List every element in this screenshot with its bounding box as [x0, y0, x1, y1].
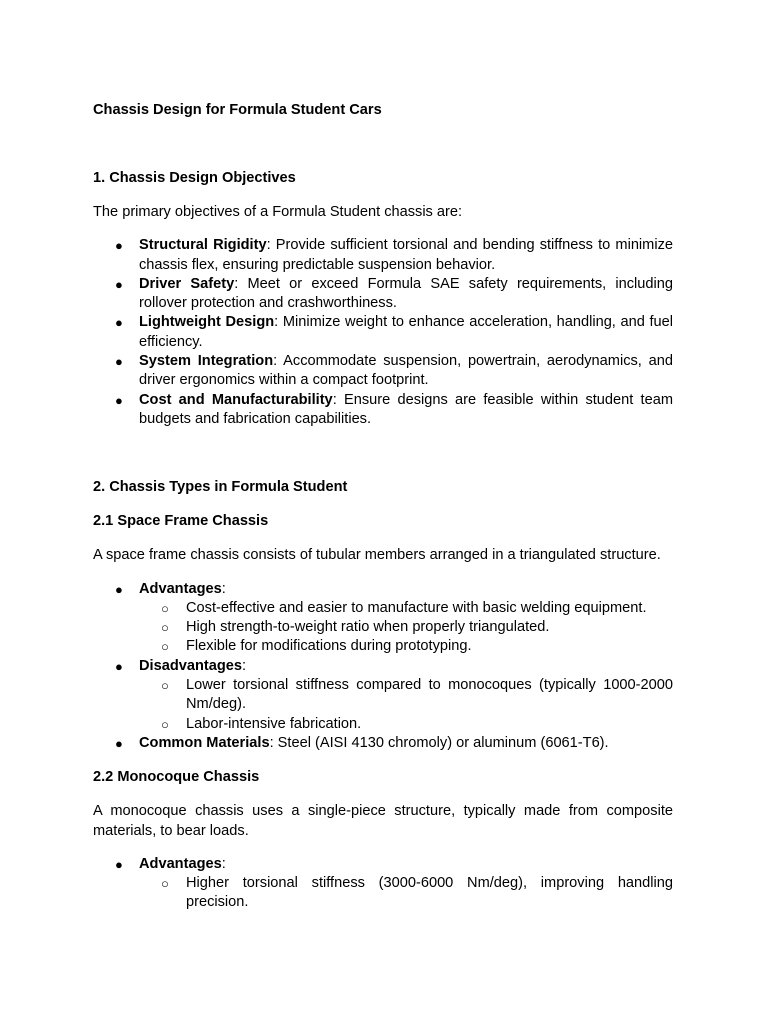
document-title: Chassis Design for Formula Student Cars — [93, 102, 382, 118]
list-item — [93, 313, 673, 352]
space-frame-intro: A space frame chassis consists of tubular members arranged in a triangulated structure. — [93, 547, 661, 564]
section-1-heading: 1. Chassis Design Objectives — [93, 170, 296, 186]
list-item — [93, 236, 673, 275]
list-item-text: : Steel (AISI 4130 chromoly) or aluminum (6061-T6). — [269, 734, 609, 751]
list-item-term: Structural Rigidity — [139, 237, 267, 254]
list-item-text: : Minimize weight to enhance acceleration, handling, and fuel efficiency. — [139, 314, 673, 350]
document-page — [93, 101, 673, 928]
sub-list-item-text: Lower torsional stiffness compared to monocoques (typically 1000-2000 Nm/deg). — [186, 677, 673, 713]
list-item-term: System Integration — [139, 353, 274, 370]
list-item-term: Lightweight Design — [139, 314, 275, 331]
list-item-term: Cost and Manufacturability — [139, 391, 333, 408]
sub-list — [139, 676, 673, 734]
list-item-term: Advantages — [139, 580, 222, 597]
sub-list-item-text: Higher torsional stiffness (3000-6000 Nm/deg), improving handling precision. — [186, 875, 673, 911]
hollow-bullet-icon: ○ — [161, 639, 169, 655]
bullet-icon: ● — [115, 856, 123, 872]
list-item-text: : Accommodate suspension, powertrain, aerodynamics, and driver ergonomics within a compact footprint. — [139, 353, 673, 389]
bullet-icon: ● — [115, 658, 123, 674]
list-item-term: Advantages — [139, 855, 222, 872]
sub-list-item-text: Flexible for modifications during prototyping. — [186, 638, 472, 655]
list-item-advantages — [93, 855, 673, 913]
monocoque-intro: A monocoque chassis uses a single-piece structure, typically made from composite materials, to bear loads. — [93, 803, 673, 839]
sub-list-item-text: High strength-to-weight ratio when properly triangulated. — [186, 619, 550, 636]
bullet-icon: ● — [115, 315, 123, 331]
list-item-materials — [93, 734, 673, 753]
list-item-disadvantages — [93, 657, 673, 734]
list-item-term: Common Materials — [139, 734, 270, 751]
space-frame-list — [93, 580, 673, 754]
section-1-intro: The primary objectives of a Formula Student chassis are: — [93, 204, 463, 220]
colon-text: : — [221, 855, 226, 872]
sub-list — [139, 874, 673, 913]
subsection-2-2-heading: 2.2 Monocoque Chassis — [93, 769, 260, 786]
list-item-text: : Meet or exceed Formula SAE safety requirements, including rollover protection and crashworthiness. — [139, 275, 673, 312]
list-item-term: Disadvantages — [139, 657, 243, 674]
sub-list-item — [139, 599, 673, 618]
section-2-heading: 2. Chassis Types in Formula Student — [93, 479, 348, 496]
hollow-bullet-icon: ○ — [161, 600, 169, 616]
list-item — [93, 391, 673, 430]
colon-text: : — [221, 580, 226, 597]
sub-list-item — [139, 637, 673, 656]
bullet-icon: ● — [115, 392, 123, 408]
objectives-list — [93, 236, 673, 429]
list-item — [93, 275, 673, 314]
sub-list-item — [139, 874, 673, 913]
list-item-text: : Ensure designs are feasible within student team budgets and fabrication capabilities. — [139, 391, 673, 427]
list-item-advantages — [93, 580, 673, 657]
sub-list-item — [139, 618, 673, 637]
bullet-icon: ● — [115, 581, 123, 597]
bullet-icon: ● — [115, 735, 123, 751]
list-item-term: Driver Safety — [139, 275, 235, 292]
sub-list-item — [139, 715, 673, 734]
hollow-bullet-icon: ○ — [161, 876, 169, 892]
list-item — [93, 352, 673, 391]
sub-list — [139, 599, 673, 657]
bullet-icon: ● — [115, 354, 123, 370]
sub-list-item-text: Cost-effective and easier to manufacture with basic welding equipment. — [186, 599, 647, 616]
subsection-2-1-heading: 2.1 Space Frame Chassis — [93, 513, 269, 530]
monocoque-list — [93, 855, 673, 913]
sub-list-item — [139, 676, 673, 715]
bullet-icon: ● — [115, 238, 123, 254]
colon-text: : — [242, 657, 247, 674]
sub-list-item-text: Labor-intensive fabrication. — [186, 715, 362, 732]
hollow-bullet-icon: ○ — [161, 620, 169, 636]
hollow-bullet-icon: ○ — [161, 716, 169, 732]
bullet-icon: ● — [115, 276, 123, 292]
hollow-bullet-icon: ○ — [161, 678, 169, 694]
list-item-text: : Provide sufficient torsional and bending stiffness to minimize chassis flex, ensuring predictable suspension behavior. — [139, 237, 673, 273]
